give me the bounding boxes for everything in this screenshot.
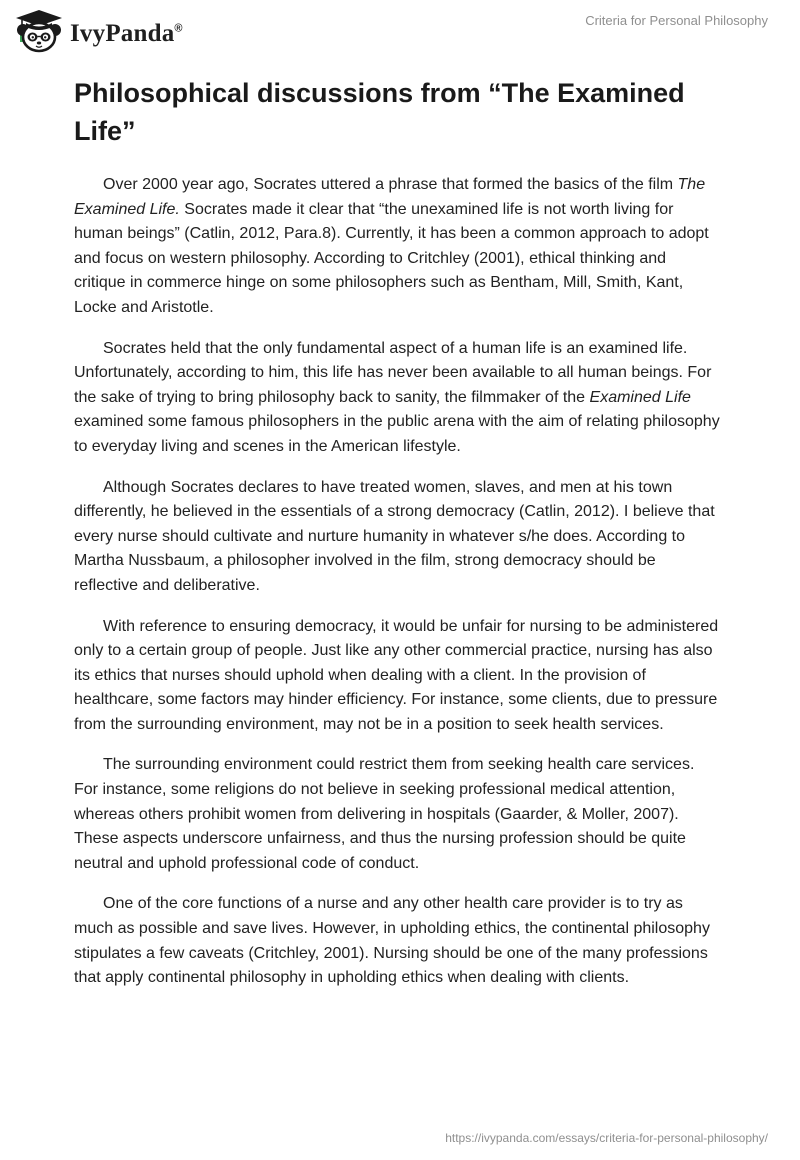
text-run: Socrates made it clear that “the unexamined life is not worth living for human beings” (Catlin, 2012, Para.8). Currently, it has been a common approach to adopt and focus on western philosophy. According to Critchley (2001), ethical thinking and critique in commerce hinge on some philosophers such as Bentham, Mill, Smith, Kant, Locke and Aristotle. [74, 200, 709, 316]
page-title: Philosophical discussions from “The Examined Life” [74, 78, 685, 146]
paragraph-1 [74, 173, 722, 321]
brand-name: IvyPanda® [70, 20, 183, 47]
paragraph-4 [74, 615, 722, 738]
text-run: One of the core functions of a nurse and any other health care provider is to try as much as possible and save lives. However, in upholding ethics, the continental philosophy stipulates a few caveats (Critchley, 2001). Nursing should be one of the many professions that apply continental philosophy in upholding ethics when dealing with clients. [74, 895, 710, 987]
italic-title-run: The Examined Life. [74, 176, 706, 218]
italic-title-run: Examined Life [589, 388, 691, 406]
registered-mark: ® [174, 22, 183, 35]
paragraph-5 [74, 753, 722, 876]
text-run: With reference to ensuring democracy, it would be unfair for nursing to be administered only to a certain group of people. Just like any other commercial practice, nursing has also its ethics that nurses should uphold when dealing with a client. In the provision of healthcare, some factors may hinder efficiency. For instance, some clients, due to pressure from the surrounding environment, may not be in a position to seek health services. [74, 617, 719, 733]
paragraph-3 [74, 476, 722, 599]
page-header [0, 0, 800, 60]
text-run: examined some famous philosophers in the public arena with the aim of relating philosophy to everyday living and scenes in the American lifestyle. [74, 413, 720, 455]
paragraph-6 [74, 892, 722, 990]
text-run: The surrounding environment could restrict them from seeking health care services. For instance, some religions do not believe in seeking professional medical attention, whereas others prohibit women from delivering in hospitals (Gaarder, & Moller, 2007). These aspects underscore unfairness, and thus the nursing profession should be quite neutral and uphold professional code of conduct. [74, 756, 695, 872]
text-run: Over 2000 year ago, Socrates uttered a phrase that formed the basics of the film [103, 176, 678, 193]
brand-logo[interactable] [12, 8, 183, 54]
text-run: Socrates held that the only fundamental aspect of a human life is an examined life. Unfortunately, according to him, this life has never been available to all human beings. For the sake of trying to bring philosophy back to sanity, the filmmaker of the [74, 339, 712, 406]
text-run: Although Socrates declares to have treated women, slaves, and men at his town differently, he believed in the essentials of a strong democracy (Catlin, 2012). I believe that every nurse should cultivate and nurture humanity in whatever s/he does. According to Martha Nussbaum, a philosopher involved in the film, strong democracy should be reflective and deliberative. [74, 478, 715, 594]
paragraph-2 [74, 337, 722, 460]
panda-graduate-logo-icon [12, 8, 66, 54]
article-body [74, 173, 722, 1007]
source-url[interactable]: https://ivypanda.com/essays/criteria-for-personal-philosophy/ [445, 1131, 768, 1145]
document-title-header: Criteria for Personal Philosophy [585, 13, 768, 28]
